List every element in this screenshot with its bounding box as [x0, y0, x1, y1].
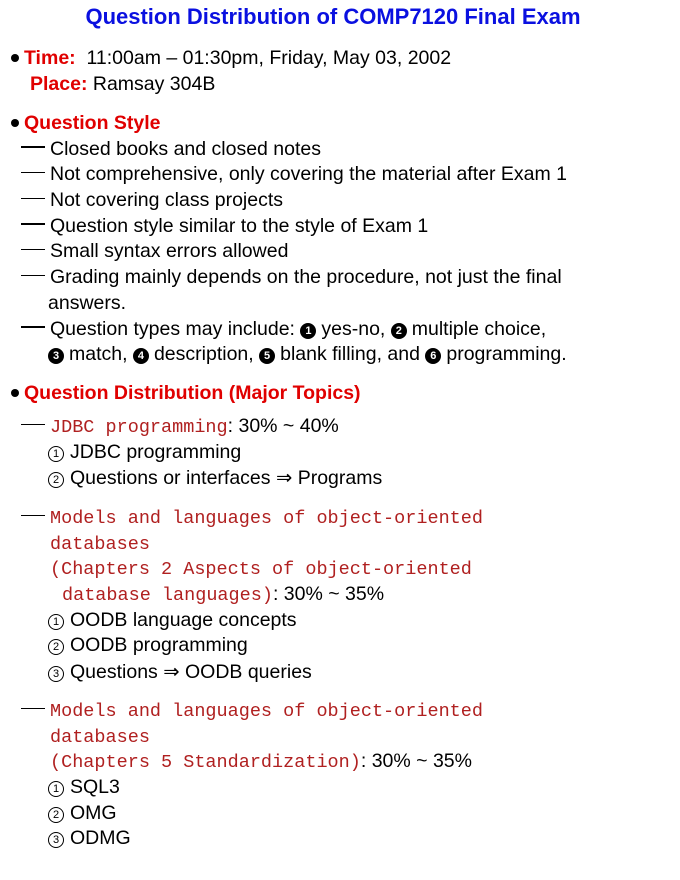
number-5-icon: 5 — [259, 348, 275, 364]
dash-icon — [21, 515, 45, 516]
number-1-icon: 1 — [300, 323, 316, 339]
topic-2-chapter: database languages) — [62, 585, 273, 607]
dash-icon — [21, 708, 45, 709]
implies-arrow-icon: ⇒ — [163, 660, 180, 684]
sub-item: OODB queries — [185, 661, 312, 684]
number-2-icon: 2 — [48, 639, 64, 655]
bullet-icon — [11, 54, 19, 62]
sub-item: JDBC programming — [70, 440, 242, 463]
dash-icon — [21, 198, 45, 199]
type-item: programming. — [446, 343, 567, 366]
number-1-icon: 1 — [48, 446, 64, 462]
dash-icon — [21, 275, 45, 276]
style-item: Question style similar to the style of Exam 1 — [50, 214, 429, 237]
sub-item: OODB programming — [70, 634, 248, 657]
type-item: description, — [153, 343, 254, 366]
place-value: Ramsay 304B — [92, 72, 216, 95]
style-item: Small syntax errors allowed — [50, 240, 289, 263]
topic-2-name: databases — [50, 533, 150, 555]
implies-arrow-icon: ⇒ — [275, 466, 293, 490]
question-style-section — [0, 111, 680, 368]
style-item: Not covering class projects — [50, 189, 284, 212]
topic-3-percent: : 30% ~ 35% — [360, 750, 472, 773]
topic-2-percent: : 30% ~ 35% — [272, 583, 385, 606]
number-2-icon: 2 — [48, 472, 64, 488]
topic-2-chapter: (Chapters 2 Aspects of object-oriented — [50, 559, 472, 581]
time-label: Time: — [24, 47, 76, 69]
sub-item: OMG — [70, 801, 117, 824]
style-item: Closed books and closed notes — [50, 137, 322, 160]
topic-1 — [0, 414, 680, 491]
topic-1-name: JDBC programming — [50, 417, 228, 438]
style-item: Grading mainly depends on the procedure, not just the final — [50, 266, 562, 289]
time-value: 11:00am – 01:30pm, Friday, May 03, 2002 — [86, 47, 452, 69]
bullet-icon — [11, 119, 19, 127]
number-1-icon: 1 — [48, 781, 64, 797]
style-item: answers. — [48, 291, 127, 314]
number-3-icon: 3 — [48, 832, 64, 848]
bullet-icon — [11, 389, 19, 397]
dash-icon — [21, 223, 45, 224]
type-item: blank filling, and — [280, 343, 420, 366]
number-3-icon: 3 — [48, 666, 64, 682]
place-label: Place: — [30, 72, 88, 95]
dash-icon — [21, 172, 45, 173]
topic-3-name: Models and languages of object-oriented — [50, 701, 483, 722]
number-1-icon: 1 — [48, 614, 64, 630]
page-title: Question Distribution of COMP7120 Final Exam — [85, 4, 581, 29]
sub-item: Questions — [70, 661, 158, 684]
topic-3-name: databases — [50, 726, 150, 748]
topic-3 — [0, 698, 680, 852]
number-2-icon: 2 — [391, 323, 407, 339]
sub-item: SQL3 — [70, 776, 120, 799]
dash-icon — [21, 424, 45, 425]
number-2-icon: 2 — [48, 807, 64, 823]
number-6-icon: 6 — [425, 348, 441, 364]
types-intro: Question types may include: — [50, 317, 295, 340]
sub-item: ODMG — [70, 827, 131, 850]
distribution-heading: Question Distribution (Major Topics) — [24, 382, 361, 404]
type-item: yes-no, — [321, 317, 386, 340]
dash-icon — [21, 326, 45, 327]
time-place-section — [0, 46, 680, 97]
sub-item: Programs — [297, 467, 383, 490]
dash-icon — [21, 146, 45, 147]
type-item: match, — [69, 343, 128, 366]
style-item: Not comprehensive, only covering the material after Exam 1 — [50, 163, 567, 186]
topic-2 — [0, 505, 680, 685]
number-3-icon: 3 — [48, 348, 64, 364]
topic-1-percent: : 30% ~ 40% — [227, 415, 339, 437]
topic-3-chapter: (Chapters 5 Standardization) — [50, 752, 361, 774]
topic-2-name: Models and languages of object-oriented — [50, 508, 483, 529]
sub-item: OODB language concepts — [70, 608, 297, 631]
type-item: multiple choice, — [411, 317, 547, 340]
style-heading: Question Style — [24, 112, 161, 134]
sub-item: Questions or interfaces — [70, 467, 271, 490]
number-4-icon: 4 — [133, 348, 149, 364]
dash-icon — [21, 249, 45, 250]
question-distribution-section — [0, 381, 680, 407]
